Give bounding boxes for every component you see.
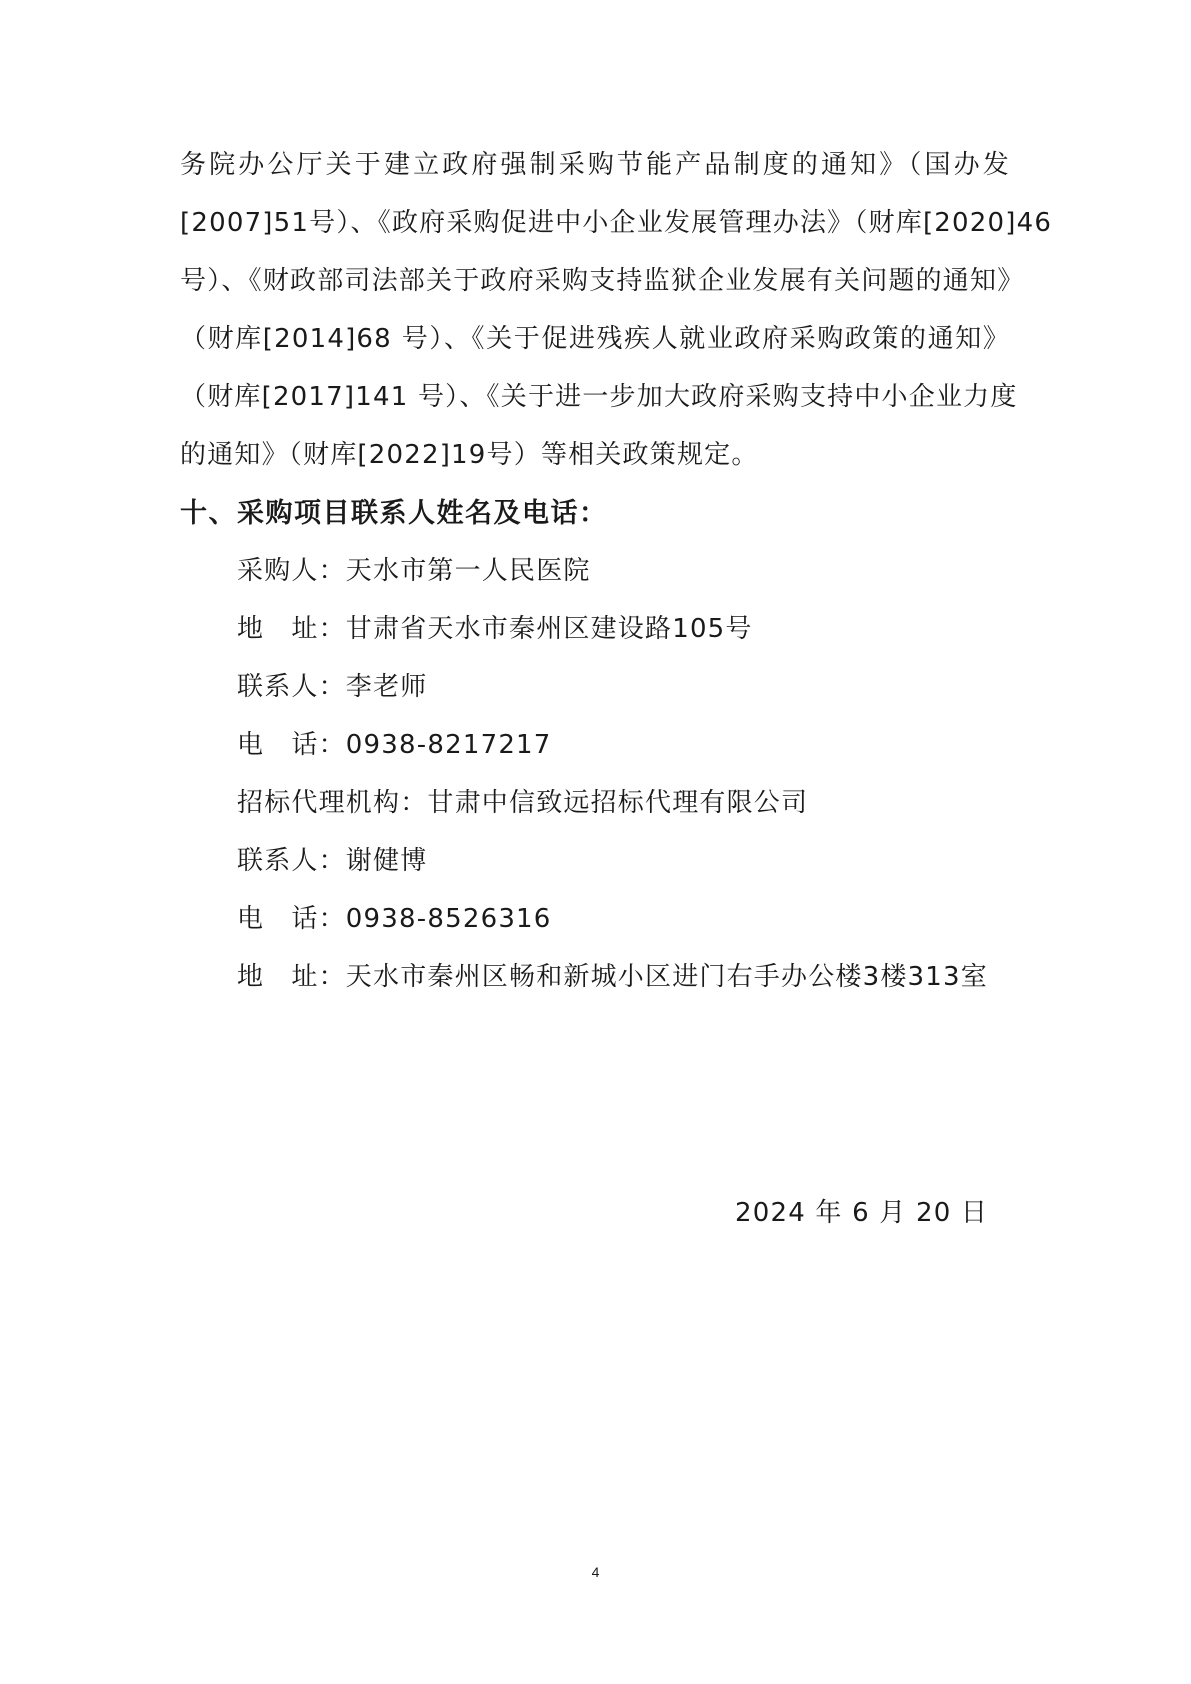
policy-paragraph-line-4: （财库[2014]68 号）、《关于促进残疾人就业政府采购政策的通知》	[180, 324, 1010, 354]
purchaser-contact-line: 联系人：李老师	[237, 672, 428, 702]
agency-line: 招标代理机构：甘肃中信致远招标代理有限公司	[237, 788, 809, 818]
policy-paragraph-line-5: （财库[2017]141 号）、《关于进一步加大政府采购支持中小企业力度	[180, 382, 1018, 412]
document-date: 2024 年 6 月 20 日	[735, 1198, 989, 1228]
agency-contact-line: 联系人：谢健博	[237, 846, 428, 876]
purchaser-address-line: 地 址：甘肃省天水市秦州区建设路105号	[237, 614, 753, 644]
purchaser-line: 采购人：天水市第一人民医院	[237, 556, 591, 586]
policy-paragraph-line-3: 号）、《财政部司法部关于政府采购支持监狱企业发展有关问题的通知》	[180, 266, 1025, 296]
agency-phone-line: 电 话：0938-8526316	[237, 904, 552, 934]
policy-paragraph-line-1: 务院办公厅关于建立政府强制采购节能产品制度的通知》（国办发	[180, 150, 1010, 180]
purchaser-phone-line: 电 话：0938-8217217	[237, 730, 552, 760]
section-heading: 十、采购项目联系人姓名及电话：	[180, 498, 608, 529]
agency-address-line: 地 址：天水市秦州区畅和新城小区进门右手办公楼3楼313室	[237, 962, 988, 992]
policy-paragraph-line-6: 的通知》（财库[2022]19号）等相关政策规定。	[180, 440, 759, 470]
policy-paragraph-line-2: [2007]51号）、《政府采购促进中小企业发展管理办法》（财库[2020]46	[180, 208, 1053, 238]
page-number: 4	[591, 1564, 600, 1580]
